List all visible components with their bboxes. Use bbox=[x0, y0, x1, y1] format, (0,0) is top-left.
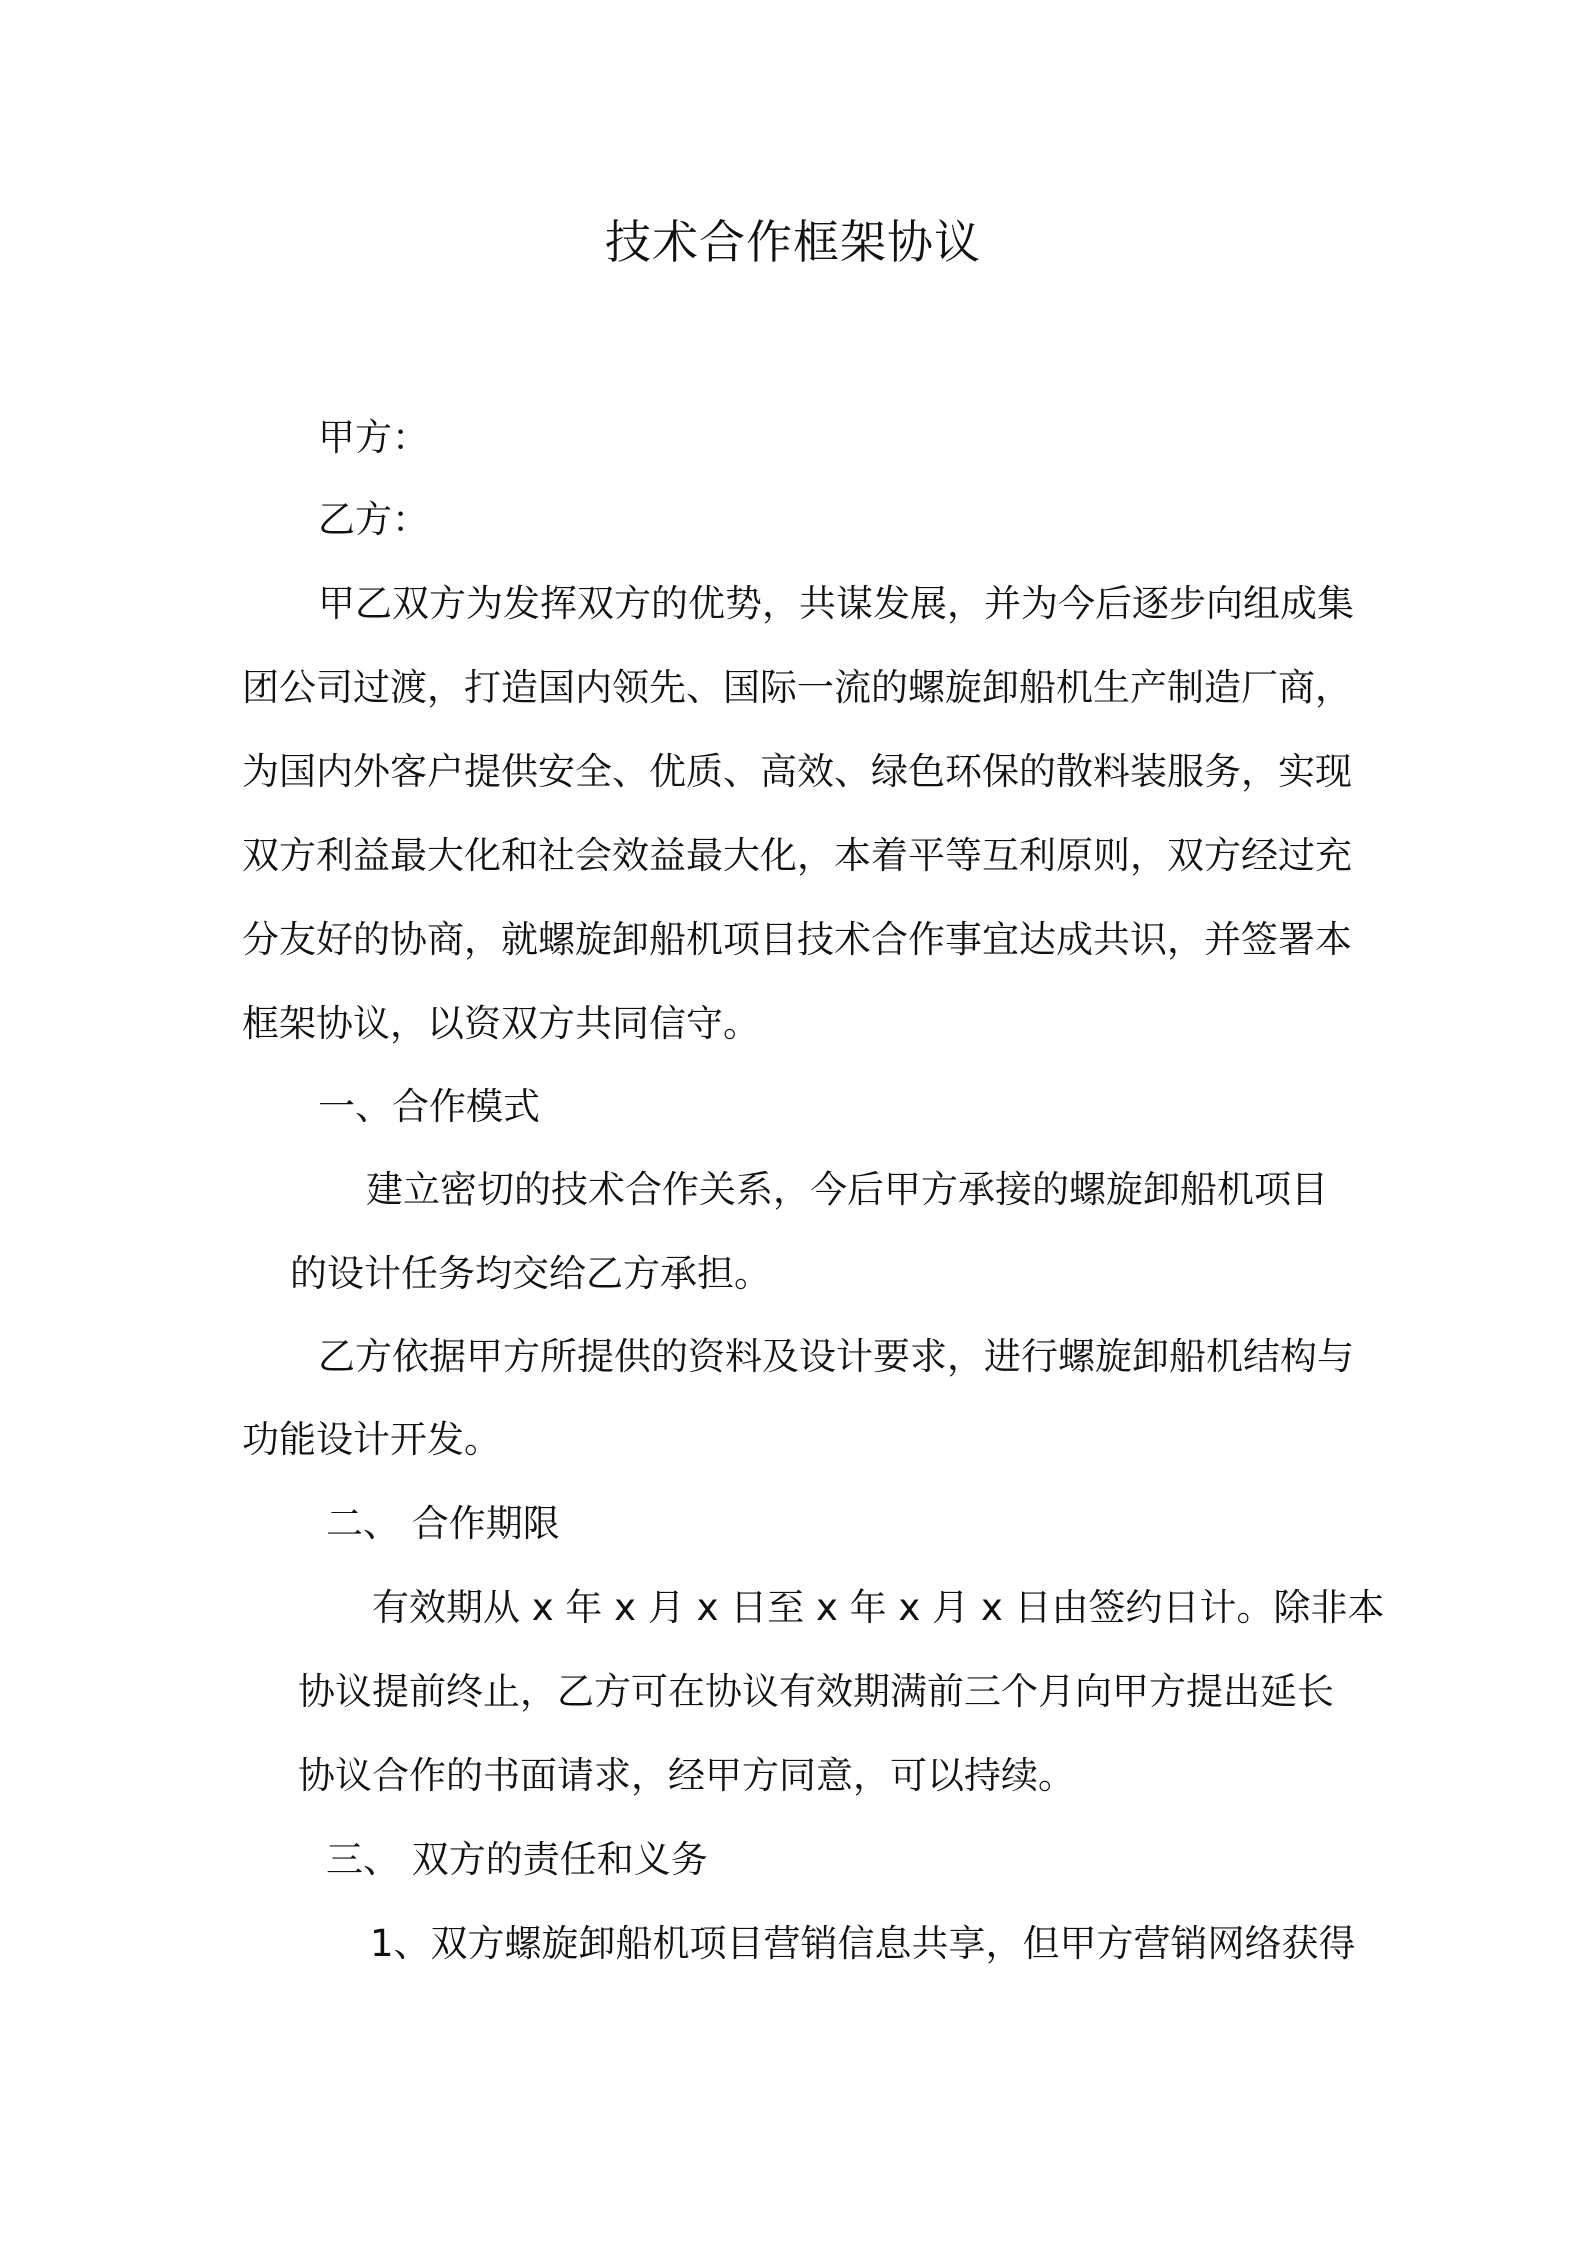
section-2-line: 协议提前终止，乙方可在协议有效期满前三个月向甲方提出延长 bbox=[298, 1670, 1334, 1713]
section-1-heading: 一、合作模式 bbox=[318, 1085, 540, 1128]
preamble-line: 框架协议，以资双方共同信守。 bbox=[242, 1002, 760, 1045]
preamble-line: 分友好的协商，就螺旋卸船机项目技术合作事宜达成共识，并签署本 bbox=[242, 918, 1352, 961]
party-a-label: 甲方： bbox=[318, 416, 429, 459]
section-2-heading: 二、 合作期限 bbox=[326, 1502, 560, 1545]
section-2-line: 有效期从 x 年 x 月 x 日至 x 年 x 月 x 日由签约日计。除非本 bbox=[372, 1586, 1385, 1629]
section-1-line: 乙方依据甲方所提供的资料及设计要求，进行螺旋卸船机结构与 bbox=[318, 1335, 1354, 1378]
section-1-line: 的设计任务均交给乙方承担。 bbox=[290, 1252, 771, 1295]
preamble-line: 双方利益最大化和社会效益最大化，本着平等互利原则，双方经过充 bbox=[242, 834, 1352, 877]
section-1-line: 功能设计开发。 bbox=[242, 1418, 501, 1461]
party-b-label: 乙方： bbox=[318, 498, 429, 541]
document-title: 技术合作框架协议 bbox=[605, 215, 981, 269]
preamble-line: 为国内外客户提供安全、优质、高效、绿色环保的散料装服务，实现 bbox=[242, 750, 1352, 793]
preamble-line: 甲乙双方为发挥双方的优势，共谋发展，并为今后逐步向组成集 bbox=[318, 582, 1354, 625]
section-3-heading: 三、 双方的责任和义务 bbox=[326, 1838, 708, 1881]
section-1-line: 建立密切的技术合作关系，今后甲方承接的螺旋卸船机项目 bbox=[366, 1168, 1328, 1211]
preamble-line: 团公司过渡，打造国内领先、国际一流的螺旋卸船机生产制造厂商， bbox=[242, 666, 1352, 709]
section-3-item-1: 1、双方螺旋卸船机项目营销信息共享，但甲方营销网络获得 bbox=[370, 1922, 1356, 1965]
section-2-line: 协议合作的书面请求，经甲方同意，可以持续。 bbox=[298, 1754, 1075, 1797]
